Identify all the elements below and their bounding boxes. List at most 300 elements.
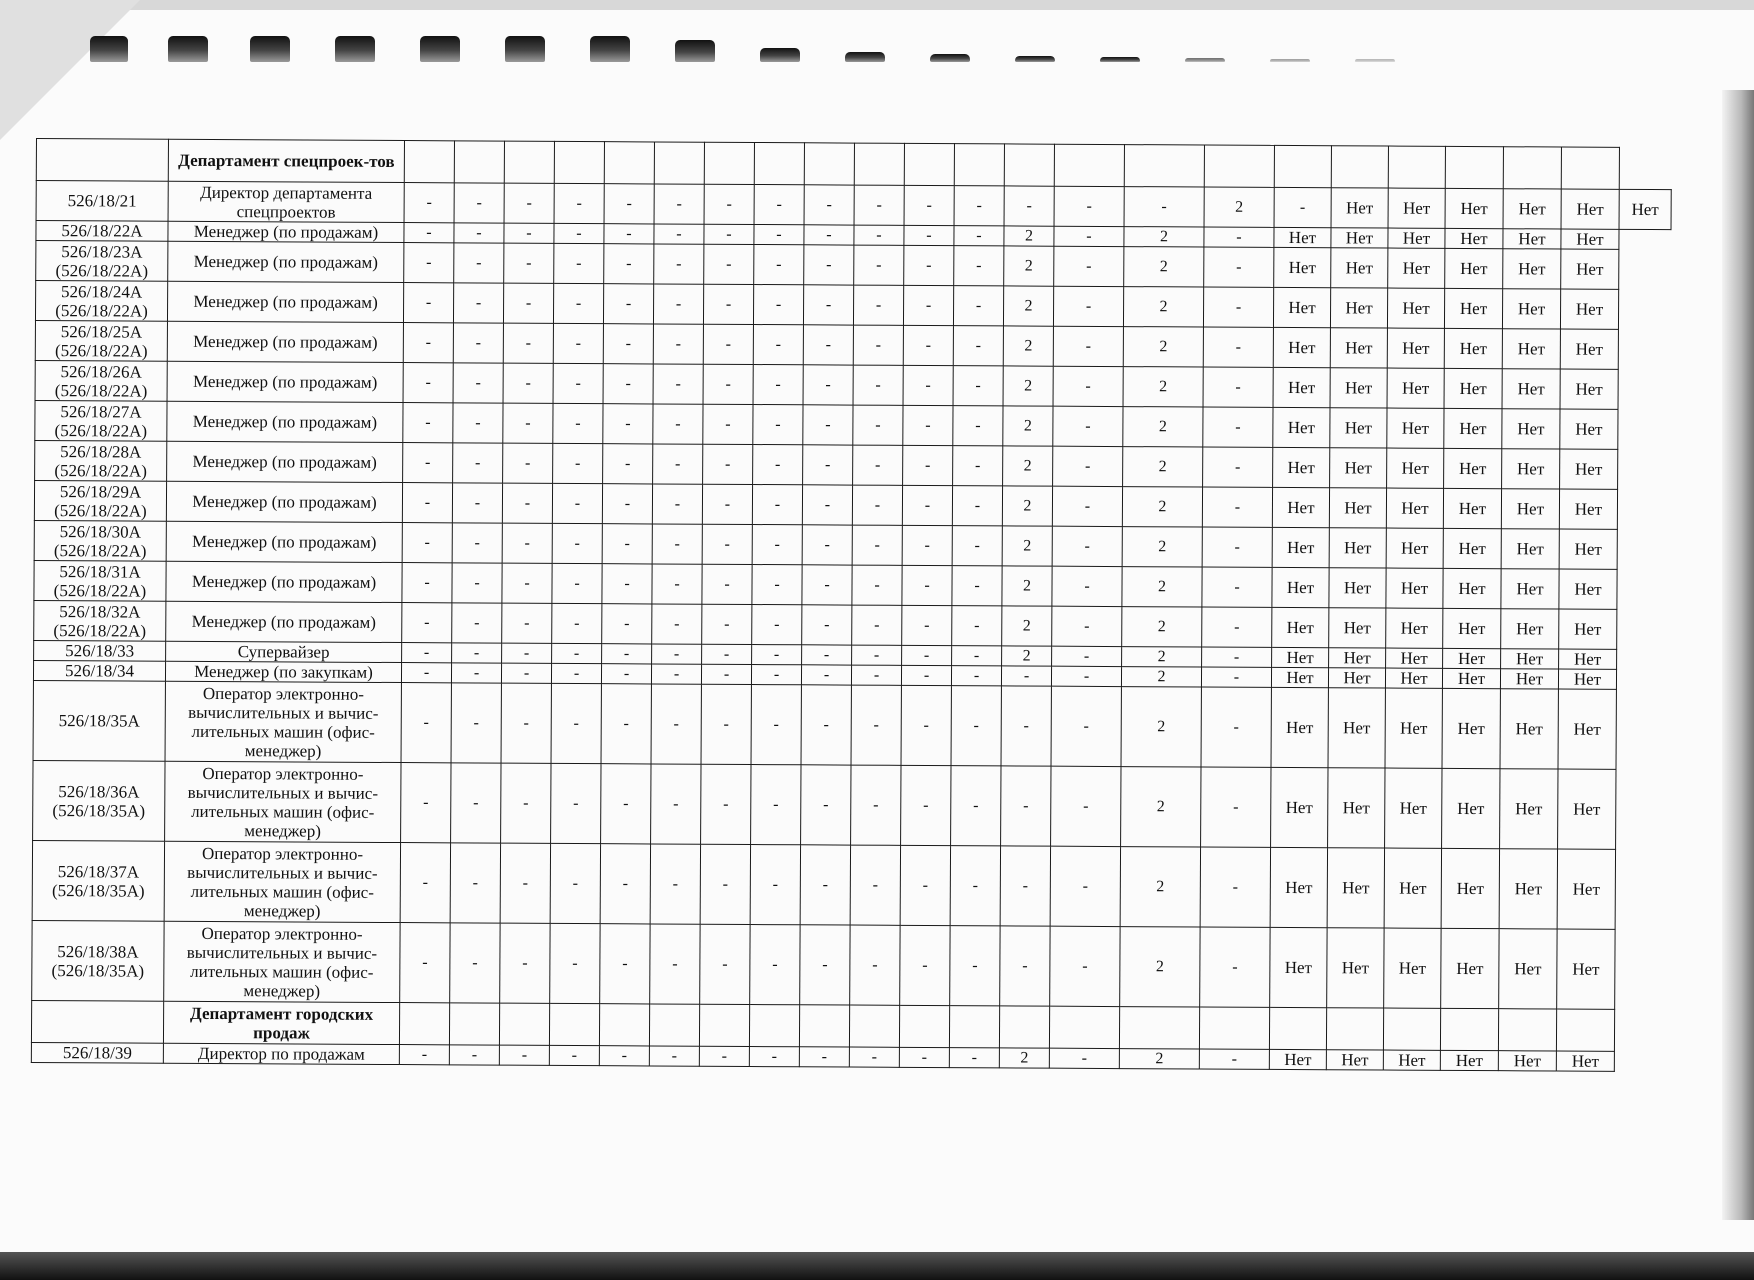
no-cell: Нет — [1443, 648, 1501, 668]
dash-cell: - — [1202, 487, 1272, 527]
dash-cell: - — [603, 444, 653, 484]
dash-cell: - — [652, 524, 702, 564]
binder-hole — [505, 36, 545, 62]
no-cell: Нет — [1330, 368, 1387, 408]
no-cell: Нет — [1385, 668, 1442, 688]
workplace-code: 526/18/26А (526/18/22А) — [35, 360, 167, 401]
binder-hole — [1185, 58, 1225, 62]
dash-cell: - — [603, 404, 653, 444]
dash-cell: - — [954, 186, 1004, 226]
class-cell: 2 — [1121, 667, 1201, 687]
class-cell: 2 — [1004, 226, 1054, 246]
workplace-code: 526/18/21 — [36, 181, 168, 222]
dash-cell: - — [501, 663, 551, 683]
binder-hole — [675, 40, 715, 62]
empty-cell — [749, 1004, 799, 1046]
dash-cell: - — [604, 224, 654, 244]
workplace-code: 526/18/33 — [34, 640, 166, 661]
empty-cell — [1326, 1008, 1383, 1050]
dash-cell: - — [803, 365, 853, 405]
class-cell: 2 — [1121, 687, 1201, 767]
dash-cell: - — [649, 1046, 699, 1066]
dash-cell: - — [652, 564, 702, 604]
empty-cell — [1503, 147, 1561, 189]
dash-cell: - — [700, 924, 750, 1004]
empty-cell — [554, 141, 604, 183]
binder-hole — [168, 36, 208, 62]
workplace-code: 526/18/31А (526/18/22А) — [34, 560, 166, 601]
position-name: Менеджер (по продажам) — [167, 321, 403, 362]
dash-cell: - — [549, 1045, 599, 1065]
dash-cell: - — [451, 763, 501, 843]
no-cell: Нет — [1559, 649, 1617, 669]
class-cell: 2 — [1123, 407, 1203, 447]
no-cell: Нет — [1559, 529, 1617, 569]
no-cell: Нет — [1331, 188, 1388, 228]
position-name: Менеджер (по продажам) — [168, 221, 404, 242]
dash-cell: - — [950, 846, 1000, 926]
no-cell: Нет — [1329, 568, 1386, 608]
empty-cell — [1269, 1007, 1326, 1049]
no-cell: Нет — [1387, 288, 1444, 328]
dash-cell: - — [402, 483, 452, 523]
dash-cell: - — [503, 363, 553, 403]
dash-cell: - — [754, 225, 804, 245]
workplace-code: 526/18/22А — [36, 221, 168, 242]
dash-cell: - — [651, 684, 701, 764]
dash-cell: - — [751, 685, 801, 765]
dash-cell: - — [899, 1047, 949, 1067]
dash-cell: - — [901, 685, 951, 765]
dash-cell: - — [903, 445, 953, 485]
dash-cell: - — [753, 365, 803, 405]
dash-cell: - — [803, 405, 853, 445]
dash-cell: - — [652, 484, 702, 524]
dash-cell: - — [453, 443, 503, 483]
class-cell: 2 — [999, 1048, 1049, 1068]
no-cell: Нет — [1501, 649, 1559, 669]
dash-cell: - — [1050, 926, 1120, 1006]
dash-cell: - — [1053, 366, 1123, 406]
no-cell: Нет — [1558, 769, 1616, 849]
dash-cell: - — [951, 666, 1001, 686]
dash-cell: - — [754, 245, 804, 285]
dash-cell: - — [1052, 606, 1122, 646]
dash-cell: - — [552, 643, 602, 663]
class-cell: 2 — [1123, 287, 1203, 327]
dash-cell: - — [1053, 326, 1123, 366]
class-cell: 2 — [1122, 647, 1202, 667]
dash-cell: - — [602, 644, 652, 664]
dash-cell: - — [604, 244, 654, 284]
no-cell: Нет — [1326, 1050, 1383, 1070]
dash-cell: - — [653, 444, 703, 484]
no-cell: Нет — [1329, 528, 1386, 568]
no-cell: Нет — [1559, 609, 1617, 649]
no-cell: Нет — [1444, 288, 1502, 328]
no-cell: Нет — [1328, 768, 1385, 848]
no-cell: Нет — [1271, 667, 1328, 687]
empty-cell — [654, 142, 704, 184]
dash-cell: - — [654, 184, 704, 224]
class-cell: 2 — [1004, 246, 1054, 286]
empty-cell — [849, 1005, 899, 1047]
workplace-code: 526/18/25А (526/18/22А) — [35, 320, 167, 361]
no-cell: Нет — [1272, 527, 1329, 567]
dash-cell: - — [903, 365, 953, 405]
empty-cell — [1199, 1007, 1269, 1049]
dash-cell: - — [551, 683, 601, 763]
dash-cell: - — [804, 185, 854, 225]
dash-cell: - — [853, 365, 903, 405]
empty-cell — [1124, 145, 1204, 187]
dash-cell: - — [551, 663, 601, 683]
dash-cell: - — [751, 765, 801, 845]
dash-cell: - — [902, 605, 952, 645]
dash-cell: - — [500, 843, 550, 923]
class-cell: 2 — [1003, 286, 1053, 326]
dash-cell: - — [854, 245, 904, 285]
no-cell: Нет — [1501, 569, 1559, 609]
dash-cell: - — [452, 643, 502, 663]
workplace-code: 526/18/34 — [33, 660, 165, 681]
empty-cell — [404, 141, 454, 183]
position-name: Оператор электронно-вычислительных и вычис-лительных машин (офис-менеджер) — [165, 681, 401, 762]
empty-cell — [1204, 145, 1274, 187]
binder-hole — [760, 48, 800, 62]
no-cell: Нет — [1561, 189, 1619, 229]
empty-cell — [1498, 1009, 1556, 1051]
dash-cell: - — [652, 644, 702, 664]
table-row — [33, 760, 1668, 849]
position-name: Менеджер (по продажам) — [166, 521, 402, 562]
dash-cell: - — [1200, 927, 1270, 1007]
no-cell: Нет — [1331, 248, 1388, 288]
dash-cell: - — [802, 565, 852, 605]
dash-cell: - — [1202, 607, 1272, 647]
dash-cell: - — [500, 923, 550, 1003]
dash-cell: - — [854, 225, 904, 245]
dash-cell: - — [753, 285, 803, 325]
section-title: Департамент спецпроек-тов — [168, 139, 404, 182]
dash-cell: - — [701, 764, 751, 844]
no-cell: Нет — [1442, 768, 1500, 848]
dash-cell: - — [751, 665, 801, 685]
position-name: Директор департамента спецпроектов — [168, 181, 404, 222]
dash-cell: - — [851, 685, 901, 765]
class-cell: 2 — [1003, 406, 1053, 446]
dash-cell: - — [750, 845, 800, 925]
no-cell: Нет — [1330, 328, 1387, 368]
class-cell: 2 — [1002, 646, 1052, 666]
no-cell: Нет — [1444, 328, 1502, 368]
empty-cell — [699, 1004, 749, 1046]
empty-cell — [604, 142, 654, 184]
no-cell: Нет — [1273, 287, 1330, 327]
dash-cell: - — [952, 646, 1002, 666]
no-cell: Нет — [1272, 607, 1329, 647]
no-cell: Нет — [1384, 928, 1441, 1008]
dash-cell: - — [501, 763, 551, 843]
dash-cell: - — [850, 845, 900, 925]
empty-cell — [1388, 146, 1445, 188]
dash-cell: - — [800, 925, 850, 1005]
empty-cell — [949, 1006, 999, 1048]
no-cell: Нет — [1330, 288, 1387, 328]
dash-cell: - — [1052, 566, 1122, 606]
dash-cell: - — [804, 225, 854, 245]
dash-cell: - — [904, 225, 954, 245]
dash-cell: - — [653, 284, 703, 324]
dash-cell: - — [951, 766, 1001, 846]
empty-cell — [549, 1003, 599, 1045]
dash-cell: - — [1049, 1048, 1119, 1068]
no-cell: Нет — [1271, 687, 1328, 767]
binder-hole — [420, 36, 460, 62]
no-cell: Нет — [1329, 648, 1386, 668]
workplace-code: 526/18/36А (526/18/35А) — [33, 760, 165, 841]
dash-cell: - — [403, 283, 453, 323]
dash-cell: - — [903, 325, 953, 365]
dash-cell: - — [1203, 287, 1273, 327]
empty-cell — [1445, 146, 1503, 188]
no-cell: Нет — [1561, 249, 1619, 289]
empty-cell — [599, 1004, 649, 1046]
dash-cell: - — [1004, 186, 1054, 226]
empty-cell — [1556, 1009, 1614, 1051]
binder-hole — [1355, 59, 1395, 62]
dash-cell: - — [1124, 187, 1204, 227]
no-cell: Нет — [1445, 248, 1503, 288]
dash-cell: - — [503, 283, 553, 323]
class-cell: 2 — [1123, 447, 1203, 487]
empty-cell — [999, 1006, 1049, 1048]
empty-cell — [399, 1003, 449, 1045]
empty-cell — [1331, 146, 1388, 188]
no-cell: Нет — [1327, 928, 1384, 1008]
dash-cell: - — [750, 925, 800, 1005]
no-cell: Нет — [1560, 369, 1618, 409]
dash-cell: - — [654, 224, 704, 244]
dash-cell: - — [702, 484, 752, 524]
dash-cell: - — [550, 843, 600, 923]
dash-cell: - — [451, 683, 501, 763]
dash-cell: - — [953, 446, 1003, 486]
dash-cell: - — [503, 403, 553, 443]
dash-cell: - — [650, 844, 700, 924]
no-cell: Нет — [1272, 567, 1329, 607]
class-cell: 2 — [1123, 327, 1203, 367]
no-cell: Нет — [1440, 1050, 1498, 1070]
dash-cell: - — [699, 1046, 749, 1066]
dash-cell: - — [651, 664, 701, 684]
dash-cell: - — [852, 645, 902, 665]
workplace-code: 526/18/24А (526/18/22А) — [35, 281, 167, 322]
dash-cell: - — [953, 326, 1003, 366]
class-cell: 2 — [1002, 526, 1052, 566]
dash-cell: - — [402, 563, 452, 603]
no-cell: Нет — [1502, 329, 1560, 369]
dash-cell: - — [403, 363, 453, 403]
dash-cell: - — [1052, 646, 1122, 666]
dash-cell: - — [802, 605, 852, 645]
dash-cell: - — [901, 765, 951, 845]
empty-cell — [804, 143, 854, 185]
dash-cell: - — [453, 363, 503, 403]
no-cell: Нет — [1270, 927, 1327, 1007]
no-cell: Нет — [1386, 488, 1443, 528]
dash-cell: - — [800, 845, 850, 925]
no-cell: Нет — [1444, 448, 1502, 488]
dash-cell: - — [801, 685, 851, 765]
position-name: Менеджер (по продажам) — [167, 281, 403, 322]
dash-cell: - — [1203, 407, 1273, 447]
class-cell: 2 — [1119, 1049, 1199, 1069]
dash-cell: - — [950, 926, 1000, 1006]
empty-cell — [1440, 1008, 1498, 1050]
dash-cell: - — [904, 185, 954, 225]
position-name: Менеджер (по продажам) — [166, 601, 402, 642]
position-name: Директор по продажам — [163, 1043, 399, 1064]
no-cell: Нет — [1500, 769, 1558, 849]
empty-cell — [1274, 145, 1331, 187]
dash-cell: - — [752, 605, 802, 645]
dash-cell: - — [1201, 687, 1271, 767]
no-cell: Нет — [1385, 768, 1442, 848]
position-name: Менеджер (по продажам) — [167, 441, 403, 482]
dash-cell: - — [553, 403, 603, 443]
no-cell: Нет — [1561, 229, 1619, 249]
dash-cell: - — [1274, 187, 1331, 227]
workplace-code: 526/18/35А — [33, 680, 165, 761]
no-cell: Нет — [1443, 488, 1501, 528]
no-cell: Нет — [1499, 929, 1557, 1009]
dash-cell: - — [952, 526, 1002, 566]
dash-cell: - — [1054, 186, 1124, 226]
dash-cell: - — [803, 285, 853, 325]
dash-cell: - — [901, 665, 951, 685]
dash-cell: - — [702, 604, 752, 644]
dash-cell: - — [452, 523, 502, 563]
workplace-code: 526/18/23А (526/18/22А) — [36, 241, 168, 282]
binder-hole — [250, 36, 290, 62]
dash-cell: - — [1052, 486, 1122, 526]
position-name: Менеджер (по продажам) — [167, 361, 403, 402]
class-cell: 2 — [1002, 486, 1052, 526]
dash-cell: - — [953, 366, 1003, 406]
binder-hole — [845, 52, 885, 62]
dash-cell: - — [1051, 686, 1121, 766]
empty-cell — [1004, 144, 1054, 186]
dash-cell: - — [853, 445, 903, 485]
dash-cell: - — [853, 325, 903, 365]
dash-cell: - — [903, 405, 953, 445]
dash-cell: - — [402, 523, 452, 563]
binder-hole — [90, 36, 128, 62]
dash-cell: - — [1201, 667, 1271, 687]
dash-cell: - — [600, 844, 650, 924]
no-cell: Нет — [1503, 229, 1561, 249]
dash-cell: - — [453, 323, 503, 363]
dash-cell: - — [752, 485, 802, 525]
class-cell: 2 — [1123, 367, 1203, 407]
dash-cell: - — [752, 565, 802, 605]
dash-cell: - — [502, 483, 552, 523]
dash-cell: - — [1051, 666, 1121, 686]
dash-cell: - — [601, 684, 651, 764]
dash-cell: - — [400, 923, 450, 1003]
dash-cell: - — [1204, 247, 1274, 287]
dash-cell: - — [404, 183, 454, 223]
no-cell: Нет — [1270, 847, 1327, 927]
no-cell: Нет — [1273, 447, 1330, 487]
dash-cell: - — [753, 445, 803, 485]
no-cell: Нет — [1557, 929, 1615, 1009]
dash-cell: - — [604, 184, 654, 224]
no-cell: Нет — [1441, 848, 1499, 928]
no-cell: Нет — [1274, 227, 1331, 247]
class-cell: 2 — [1122, 527, 1202, 567]
dash-cell: - — [852, 565, 902, 605]
class-cell: 2 — [1002, 566, 1052, 606]
dash-cell: - — [650, 924, 700, 1004]
dash-cell: - — [452, 563, 502, 603]
table-row — [32, 920, 1667, 1009]
no-cell: Нет — [1329, 608, 1386, 648]
dash-cell: - — [854, 185, 904, 225]
dash-cell: - — [850, 925, 900, 1005]
dash-cell: - — [453, 283, 503, 323]
class-cell: 2 — [1122, 607, 1202, 647]
no-cell: Нет — [1443, 528, 1501, 568]
dash-cell: - — [554, 243, 604, 283]
dash-cell: - — [900, 845, 950, 925]
no-cell: Нет — [1329, 488, 1386, 528]
dash-cell: - — [954, 226, 1004, 246]
no-cell: Нет — [1273, 407, 1330, 447]
dash-cell: - — [653, 324, 703, 364]
dash-cell: - — [849, 1047, 899, 1067]
no-cell: Нет — [1445, 188, 1503, 228]
empty-cell — [454, 141, 504, 183]
dash-cell: - — [802, 645, 852, 665]
dash-cell: - — [602, 564, 652, 604]
dash-cell: - — [753, 405, 803, 445]
no-cell: Нет — [1560, 289, 1618, 329]
dash-cell: - — [952, 566, 1002, 606]
dash-cell: - — [452, 483, 502, 523]
dash-cell: - — [703, 444, 753, 484]
workplace-code: 526/18/38А (526/18/35А) — [32, 920, 164, 1001]
dash-cell: - — [1053, 286, 1123, 326]
dash-cell: - — [402, 643, 452, 663]
no-cell: Нет — [1498, 1051, 1556, 1071]
dash-cell: - — [902, 565, 952, 605]
no-cell: Нет — [1328, 668, 1385, 688]
no-cell: Нет — [1501, 529, 1559, 569]
no-cell: Нет — [1503, 249, 1561, 289]
dash-cell: - — [503, 443, 553, 483]
dash-cell: - — [799, 1047, 849, 1067]
binder-hole — [335, 36, 375, 62]
binder-hole — [1100, 57, 1140, 62]
dash-cell: - — [1054, 226, 1124, 246]
no-cell: Нет — [1444, 408, 1502, 448]
binder-hole — [590, 36, 630, 62]
no-cell: Нет — [1500, 689, 1558, 769]
no-cell: Нет — [1273, 367, 1330, 407]
dash-cell: - — [852, 525, 902, 565]
